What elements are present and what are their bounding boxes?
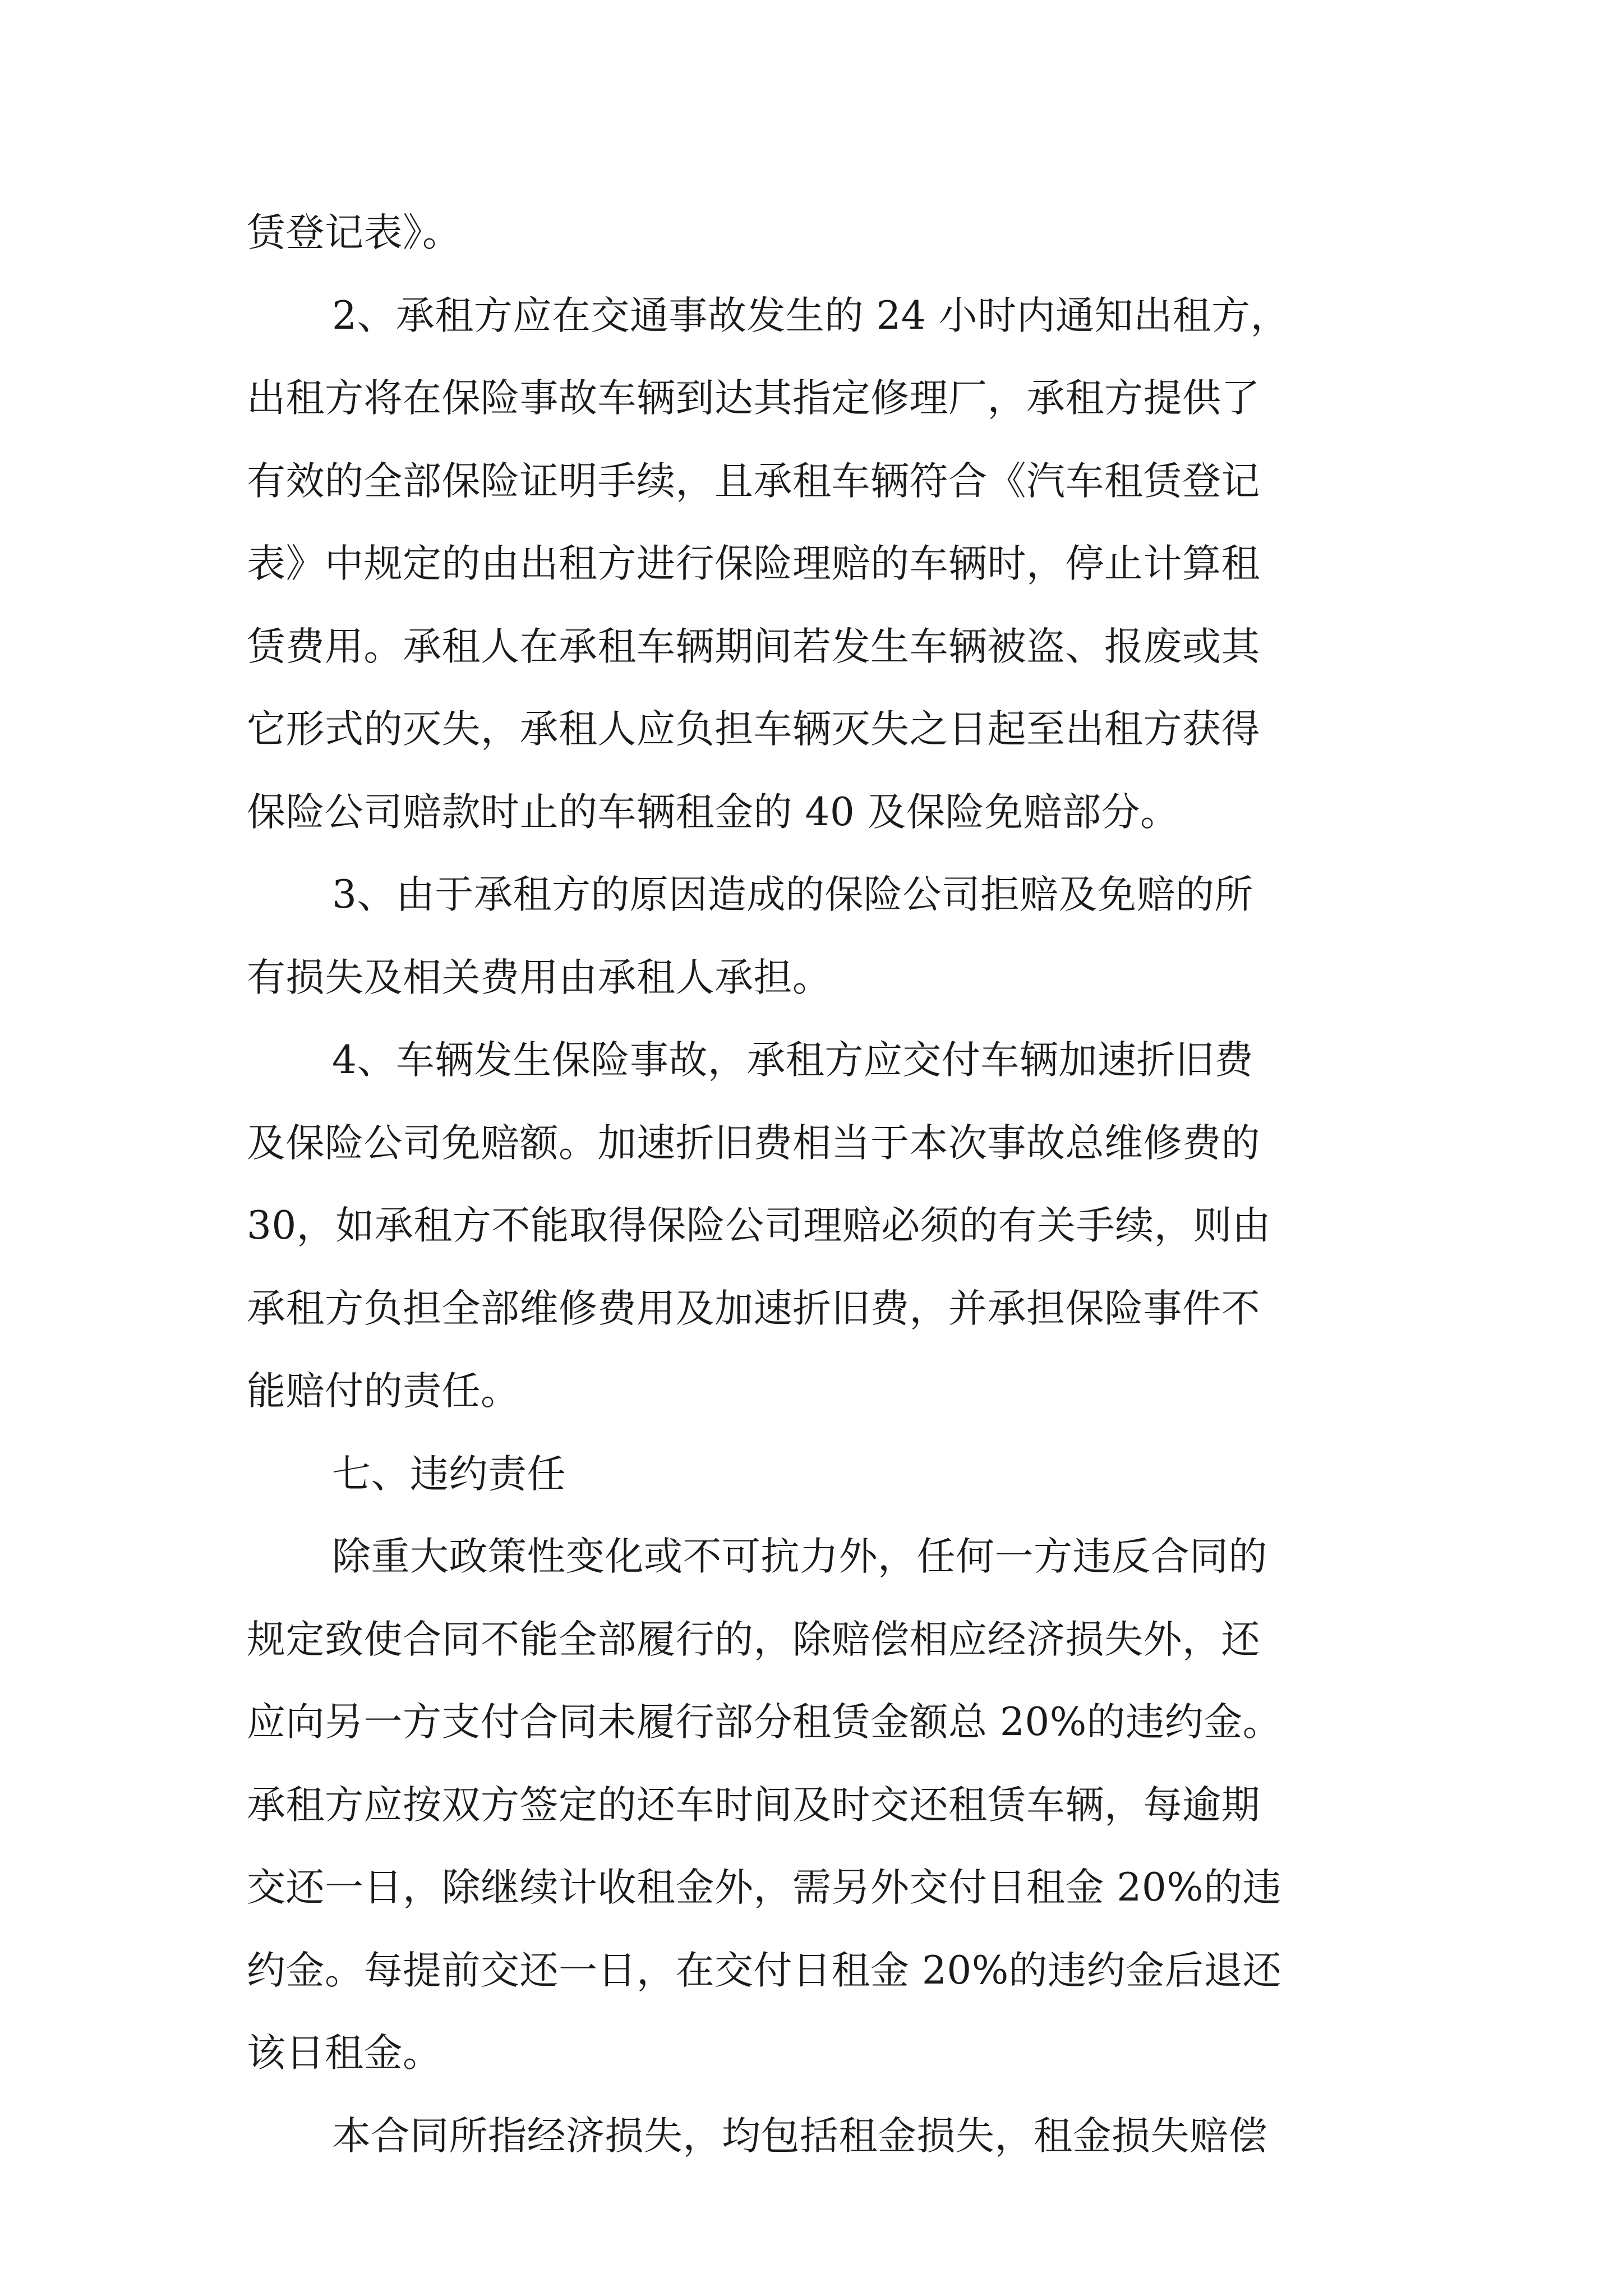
text-line: 交还一日，除继续计收租金外，需另外交付日租金 20%的违: [247, 1865, 1282, 1910]
text-line: 4、车辆发生保险事故，承租方应交付车辆加速折旧费: [332, 1038, 1253, 1083]
text-line: 本合同所指经济损失，均包括租金损失，租金损失赔偿: [332, 2114, 1267, 2159]
text-line: 有损失及相关费用由承租人承担。: [247, 955, 832, 1000]
text-line: 它形式的灭失，承租人应负担车辆灭失之日起至出租方获得: [247, 707, 1260, 752]
text-line: 3、由于承租方的原因造成的保险公司拒赔及免赔的所: [332, 872, 1253, 917]
text-line: 承租方应按双方签定的还车时间及时交还租赁车辆，每逾期: [247, 1783, 1260, 1828]
text-line: 表》中规定的由出租方进行保险理赔的车辆时，停止计算租: [247, 541, 1260, 586]
section-heading: 七、违约责任: [332, 1452, 566, 1497]
text-line: 该日租金。: [247, 2031, 442, 2076]
text-line: 保险公司赔款时止的车辆租金的 40 及保险免赔部分。: [247, 790, 1179, 835]
text-line: 30，如承租方不能取得保险公司理赔必须的有关手续，则由: [247, 1203, 1271, 1248]
text-line: 出租方将在保险事故车辆到达其指定修理厂，承租方提供了: [247, 376, 1260, 421]
text-line: 除重大政策性变化或不可抗力外，任何一方违反合同的: [332, 1534, 1267, 1579]
text-line: 有效的全部保险证明手续，且承租车辆符合《汽车租赁登记: [247, 459, 1260, 504]
text-line: 赁费用。承租人在承租车辆期间若发生车辆被盗、报废或其: [247, 624, 1260, 669]
text-line: 应向另一方支付合同未履行部分租赁金额总 20%的违约金。: [247, 1700, 1282, 1745]
text-line: 约金。每提前交还一日，在交付日租金 20%的违约金后退还: [247, 1948, 1282, 1993]
text-line: 规定致使合同不能全部履行的，除赔偿相应经济损失外，还: [247, 1617, 1260, 1662]
text-line: 及保险公司免赔额。加速折旧费相当于本次事故总维修费的: [247, 1121, 1260, 1166]
text-line: 2、承租方应在交通事故发生的 24 小时内通知出租方，: [332, 293, 1290, 338]
text-line: 赁登记表》。: [247, 210, 462, 255]
text-line: 承租方负担全部维修费用及加速折旧费，并承担保险事件不: [247, 1286, 1260, 1331]
text-line: 能赔付的责任。: [247, 1369, 520, 1414]
